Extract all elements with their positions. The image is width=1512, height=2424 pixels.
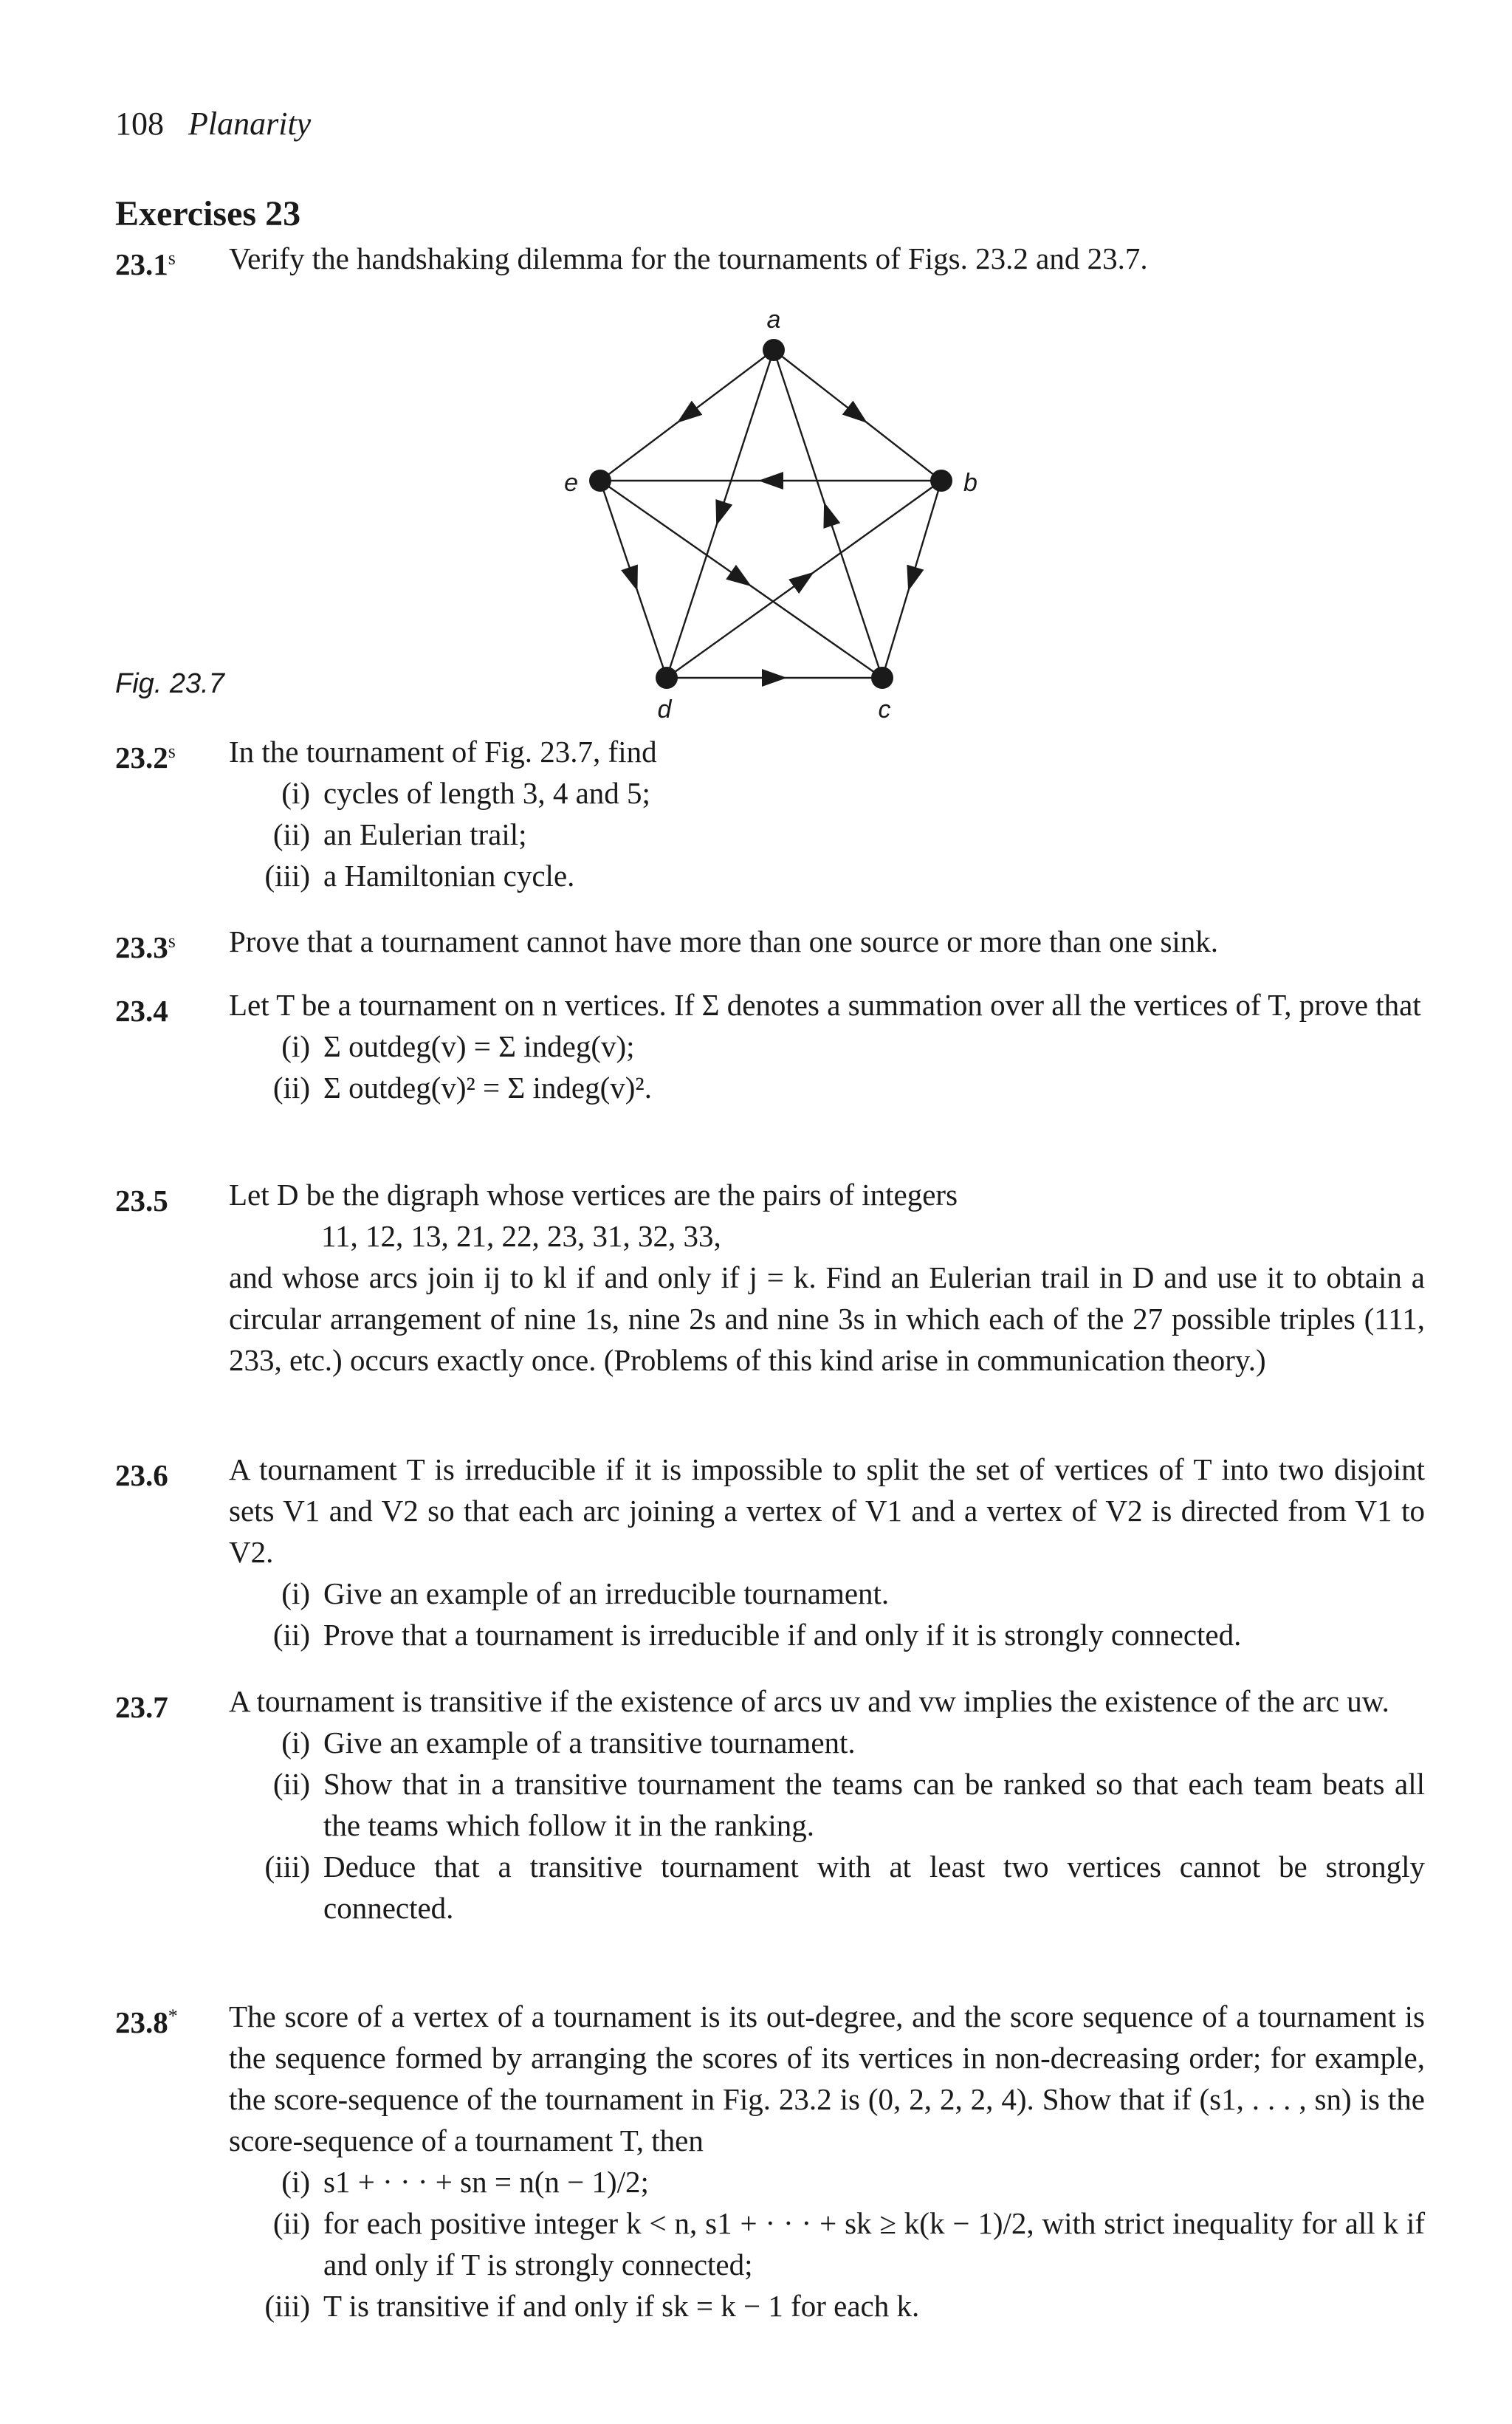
section-title: Exercises 23 [115, 194, 301, 233]
exercise-item: (ii) for each positive integer k < n, s1 + · · · + sk ≥ k(k − 1)/2, with strict inequality for all k if and only if T is strongly connected; [272, 2206, 1425, 2281]
exercise-text: Let D be the digraph whose vertices are the pairs of integers [229, 1178, 958, 1212]
vertex-b [930, 470, 952, 492]
arrowhead-ab [842, 401, 867, 423]
figure-caption: Fig. 23.7 [115, 668, 224, 699]
exercise-text: Verify the handshaking dilemma for the tournaments of Figs. 23.2 and 23.7. [229, 241, 1148, 275]
page-number: 108 [115, 106, 164, 142]
exercise-text: A tournament T is irreducible if it is impossible to split the set of vertices of T into two disjoint sets V1 and V2 so that each arc joining a vertex of V1 and a vertex of V2 is directed from V1 to V2. [229, 1452, 1425, 1569]
exercise-number: 23.4 [115, 994, 168, 1028]
exercise-number: 23.5 [115, 1184, 168, 1218]
exercise-item: (i) Give an example of a transitive tournament. [281, 1726, 856, 1759]
arrowhead-ad [715, 499, 732, 526]
vertex-a [763, 339, 785, 361]
exercise-number: 23.1$^s$ [115, 247, 176, 281]
exercise-item: (ii) an Eulerian trail; [272, 817, 527, 851]
arrowhead-be [758, 472, 783, 490]
exercise-text: The score of a vertex of a tournament is its out-degree, and the score sequence of a tournament is the sequence formed by arranging the scores of its vertices in non-decreasing order; for example, the score-sequence of the tournament in Fig. 23.2 is (0, 2, 2, 2, 4). Show that if (s1, . . . , sn) is the score-sequence of a tournament T, then [229, 1999, 1425, 2157]
exercise-number: 23.8* [115, 2005, 178, 2039]
arrowhead-bc [907, 565, 924, 591]
exercise-item: (ii) Show that in a transitive tournament the teams can be ranked so that each team beats all the teams which follow it in the ranking. [272, 1767, 1425, 1842]
vertex-label-d: d [657, 696, 672, 724]
exercise-number: 23.3$^s$ [115, 930, 176, 964]
vertex-label-a: a [766, 306, 781, 334]
exercise-item: (iii) T is transitive if and only if sk = k − 1 for each k. [264, 2289, 920, 2323]
arrowhead-ec [726, 565, 752, 586]
exercise-item: (iii) a Hamiltonian cycle. [264, 859, 575, 893]
exercise-number: 23.7 [115, 1690, 168, 1724]
exercise-item: (i) Σ outdeg(v) = Σ indeg(v); [281, 1029, 635, 1063]
exercise-item: (i) Give an example of an irreducible tournament. [281, 1576, 890, 1610]
exercise-text: In the tournament of Fig. 23.7, find [229, 735, 657, 769]
exercise-item: (ii) Prove that a tournament is irreducible if and only if it is strongly connected. [272, 1618, 1242, 1652]
exercise-text: Prove that a tournament cannot have more than one source or more than one sink. [229, 924, 1219, 958]
chapter-title: Planarity [188, 106, 312, 142]
exercise-number: 23.6 [115, 1458, 168, 1492]
exercise-item: (i) s1 + · · · + sn = n(n − 1)/2; [281, 2165, 649, 2199]
vertex-label-c: c [878, 696, 891, 724]
vertex-label-e: e [564, 469, 578, 497]
arrowhead-db [788, 572, 814, 594]
vertex-e [589, 470, 611, 492]
arrowhead-dc [762, 669, 787, 687]
vertex-c [871, 667, 893, 689]
vertex-label-b: b [963, 469, 977, 497]
vertex-d [656, 667, 678, 689]
arrowhead-ae [677, 401, 702, 423]
exercise-text-continued: and whose arcs join ij to kl if and only if j = k. Find an Eulerian trail in D and use it to obtain a circular arrangement of nine 1s, nine 2s and nine 3s in which each of the 27 possible triples (111, 233, etc.) occurs exactly once. (Problems of this kind arise in communication theory.) [229, 1260, 1425, 1377]
integer-pairs-list: 11, 12, 13, 21, 22, 23, 31, 32, 33, [321, 1219, 721, 1253]
exercise-item: (i) cycles of length 3, 4 and 5; [281, 776, 650, 810]
exercise-text: Let T be a tournament on n vertices. If Σ denotes a summation over all the vertices of T, prove that [229, 988, 1421, 1022]
exercise-item: (iii) Deduce that a transitive tournament with at least two vertices cannot be strongly connected. [264, 1850, 1425, 1925]
exercise-item: (ii) Σ outdeg(v)² = Σ indeg(v)². [272, 1071, 652, 1105]
exercise-text: A tournament is transitive if the existence of arcs uv and vw implies the existence of the arc uw. [229, 1684, 1389, 1718]
exercise-number: 23.2$^s$ [115, 741, 176, 775]
arrowhead-ed [621, 565, 638, 591]
arrowhead-ca [823, 502, 840, 529]
